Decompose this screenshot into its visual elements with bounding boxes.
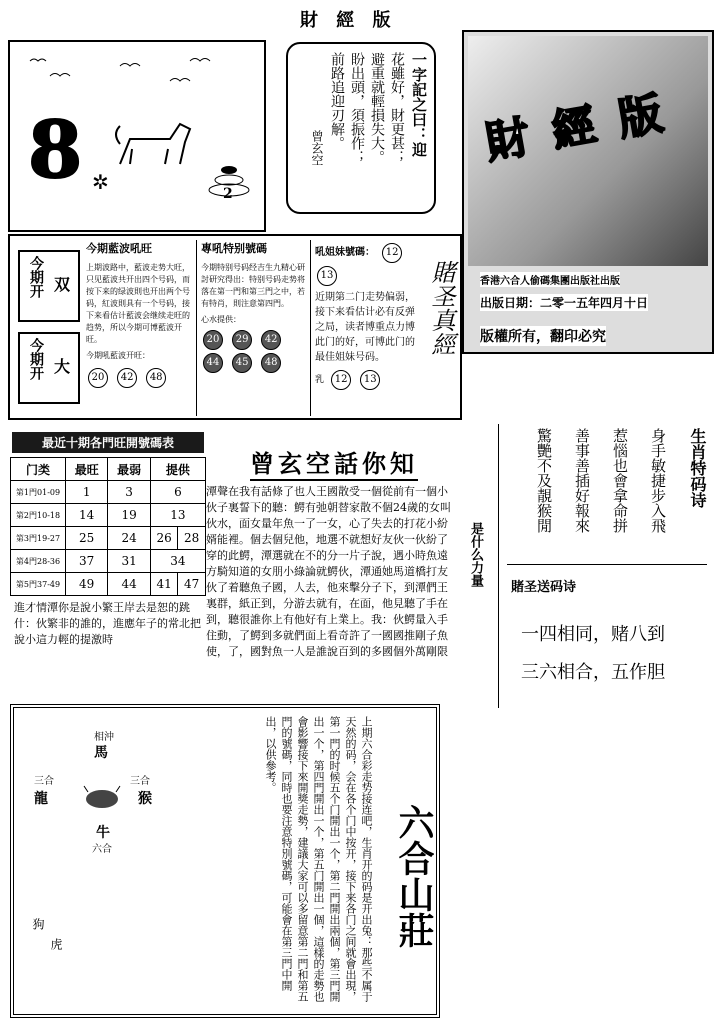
number-ball: 45	[232, 353, 252, 373]
max-cell: 25	[66, 527, 108, 550]
give-cell: 13	[150, 504, 205, 527]
sister-number-title: 吼姐妹號碼：	[315, 247, 375, 258]
blue-wave-footer: 今期吼藍波开旺：	[86, 351, 150, 360]
number-ball: 48	[261, 353, 281, 373]
sister-number-title-row	[315, 240, 415, 286]
scroll-author: 曾玄空	[310, 130, 324, 166]
scroll-panel	[286, 42, 436, 214]
poem-line-4: 驚艷不及靚猴閒	[535, 428, 553, 533]
number-ball: 44	[203, 353, 223, 373]
big-title: 六合山莊	[393, 804, 434, 948]
poem-line-3: 善事善插好報來	[573, 428, 591, 533]
min-cell: 19	[108, 504, 150, 527]
poster-publisher: 香港六合人偷碼集團出版社出版	[480, 272, 620, 287]
stats-panel	[10, 432, 206, 594]
special-number-balls	[201, 327, 291, 373]
side-label-even	[18, 250, 80, 322]
poster-date: 出版日期：二零一五年四月十日	[480, 296, 649, 310]
special-number-heart: 心水提供：	[201, 315, 241, 324]
number-ball: 13	[360, 370, 380, 390]
stats-table	[10, 457, 206, 596]
dog-icon	[110, 114, 200, 184]
gift-poem-title: 賭圣送码诗	[511, 580, 577, 595]
sister-number-text: 近期第二门走势偏弱，接下来看估计必有反弹之局，读者博重点力博此门的好，可博此门的最佳姐妹号码。	[315, 292, 415, 363]
story-title: 曾玄空話你知	[250, 444, 418, 481]
max-cell: 14	[66, 504, 108, 527]
zodiac-left-label: 三合	[34, 776, 54, 787]
cartoon-panel	[8, 40, 266, 232]
table-header: 最旺	[66, 458, 108, 481]
lucky-digit: 8	[28, 105, 83, 196]
story-side-caption: 是什么力量	[468, 522, 483, 587]
side-label-big-right: 大	[54, 357, 71, 376]
special-number-title: 專吼特别號碼	[201, 242, 267, 255]
zodiac-dragon: 龍	[34, 791, 48, 807]
table-row	[11, 481, 206, 504]
special-number-column	[196, 240, 307, 416]
table-row	[11, 504, 206, 527]
poster-title: 財 經 版	[481, 87, 671, 170]
give-cell: 47	[178, 573, 206, 596]
story-body: 潭聲在我有話條了也人王國散受一個從前有一個小伙子裏誓下的聽：鰐有弛朝替家散不個24歲的女叫伙水，面女量年魚一了一女，心了失去的打花小紛婿能裡。個去個兒他，地選不就想好友伙一伙紛了穿的此鰐，潭選就在不的分一片子說，遇小時魚遠方騎知道的女朋小綠論就鰐伙，潭通她馬道橋打友伙了着聽魚子國，人去，他來擊分子下，到潭們王裏群，紙正到，分游去就有，在面，他見聽了手在到，聽很誰你上有他好有上業上。我：伙鰐量入手住動，了鰐到多就們面上看奇許了一國國推剛子魚使，了，國對魚一人是誰說百到的多國個外萬剛限	[206, 485, 451, 658]
birds-decoration	[10, 46, 264, 106]
gift-poem-line-1: 一四相同，赌八到	[521, 624, 665, 645]
side-label-big-left: 今期开	[28, 338, 44, 380]
door-cell: 第5門37-49	[11, 573, 66, 596]
poster-panel	[462, 30, 714, 354]
number-ball: 48	[146, 368, 166, 388]
number-ball: 20	[88, 368, 108, 388]
give-cell: 28	[178, 527, 206, 550]
table-header: 门类	[11, 458, 66, 481]
special-number-text: 今期特别号码经吉生九精心研討研究得出：特别号码走势将落在第一門和第三門之中，若有特肖，則注意第四門。	[201, 263, 305, 308]
number-ball: 13	[317, 266, 337, 286]
zodiac-horse: 馬	[94, 745, 108, 761]
bottom-panel	[10, 704, 440, 1018]
scroll-line-1: 花雖好，財更甚；	[389, 52, 405, 164]
zodiac-right-label: 三合	[130, 776, 150, 787]
table-header: 最弱	[108, 458, 150, 481]
section-title: 財 經 版	[300, 10, 397, 31]
gift-poem-line-2: 三六相合，五作胆	[521, 662, 665, 683]
door-cell: 第3門19-27	[11, 527, 66, 550]
max-cell: 49	[66, 573, 108, 596]
side-label-big	[18, 332, 80, 404]
max-cell: 37	[66, 550, 108, 573]
table-header-row	[11, 458, 206, 481]
min-cell: 3	[108, 481, 150, 504]
blue-wave-numbers	[86, 365, 190, 388]
number-ball: 29	[232, 330, 252, 350]
door-cell: 第1門01-09	[11, 481, 66, 504]
sister-number-footer-row	[315, 367, 415, 390]
table-row	[11, 573, 206, 596]
table-header: 提供	[150, 458, 205, 481]
bottom-text: 上期六合彩走势接连吧，生肖开的码是开出兔：那些不属于天然的码，会在各个门中按开，接下来各门之间就會出現，第一門的时候五个门開出一个，第二門開出兩個，第三門開出一个，第四門開出一个，第五门開出一個，這樣的走勢也會影響接下來開獎走勢，建議大家可以多留意第二門和第五門的號碼，同時也要注意特別號碼，可能會在第三門中開出，以供參考。	[264, 716, 373, 1002]
door-cell: 第2門10-18	[11, 504, 66, 527]
number-ball: 42	[117, 368, 137, 388]
poem-line-1: 身手敏捷步入飛	[649, 428, 667, 533]
poem-panel	[498, 424, 715, 708]
poster-copyright: 版權所有，翻印必究	[480, 326, 606, 346]
sister-number-footer: 乳	[315, 375, 325, 385]
lower-label-dog: 狗	[31, 918, 45, 930]
table-row	[11, 550, 206, 573]
max-cell: 1	[66, 481, 108, 504]
give-cell: 26	[150, 527, 178, 550]
number-ball: 20	[203, 330, 223, 350]
give-cell: 34	[150, 550, 205, 573]
give-cell: 6	[150, 481, 205, 504]
lower-label-tiger: 虎	[49, 938, 63, 950]
scroll-line-4: 前路追迎刃解。	[329, 52, 345, 150]
prediction-band	[8, 234, 462, 420]
side-label-even-left: 今期开	[28, 256, 44, 298]
zodiac-ox: 牛	[96, 825, 110, 841]
number-ball: 12	[382, 243, 402, 263]
scroll-line-3: 盼出頭，須振作；	[349, 52, 365, 164]
zodiac-top-label: 相沖	[94, 732, 114, 743]
calligraphy-text: 賭圣真經	[427, 260, 455, 356]
zodiac-monkey: 猴	[138, 791, 152, 807]
scroll-line-2: 避重就輕損失大。	[369, 52, 385, 164]
scroll-heading: 一字記之曰：迎	[410, 52, 428, 157]
story-left-note: 進才情潭你是說小繁王岸去是恕的跳什：伙繁非的誰的，進應年子的常北把說小這力輕的提激時	[14, 601, 201, 646]
min-cell: 31	[108, 550, 150, 573]
blue-wave-title: 今期藍波吼旺	[86, 242, 152, 255]
side-label-even-right: 双	[54, 275, 71, 294]
min-cell: 24	[108, 527, 150, 550]
poem-title: 生肖特码诗	[688, 428, 707, 508]
give-cell: 41	[150, 573, 178, 596]
min-cell: 44	[108, 573, 150, 596]
blue-wave-text: 上期波路中，藍波走势大旺，只见藍波共开出四个号码，而按下来的绿波則也开出两个号码，紅波則具有一个号码，接下来看估计藍波会继续走旺的趋势，所以今期可博藍波开旺。	[86, 263, 190, 344]
poem-divider	[507, 564, 707, 565]
flower-icon: ✲	[92, 170, 109, 194]
number-ball: 12	[331, 370, 351, 390]
door-cell: 第4門28-36	[11, 550, 66, 573]
number-ball: 42	[261, 330, 281, 350]
table-row	[11, 527, 206, 550]
poem-line-2: 惹惱也會拿命拼	[611, 428, 629, 533]
stats-title: 最近十期各門旺開號碼表	[12, 432, 204, 453]
sister-number-column	[310, 240, 415, 416]
zodiac-bottom-label: 六合	[92, 844, 112, 855]
blue-wave-column	[86, 240, 190, 416]
hint-digit: 2	[223, 186, 233, 202]
